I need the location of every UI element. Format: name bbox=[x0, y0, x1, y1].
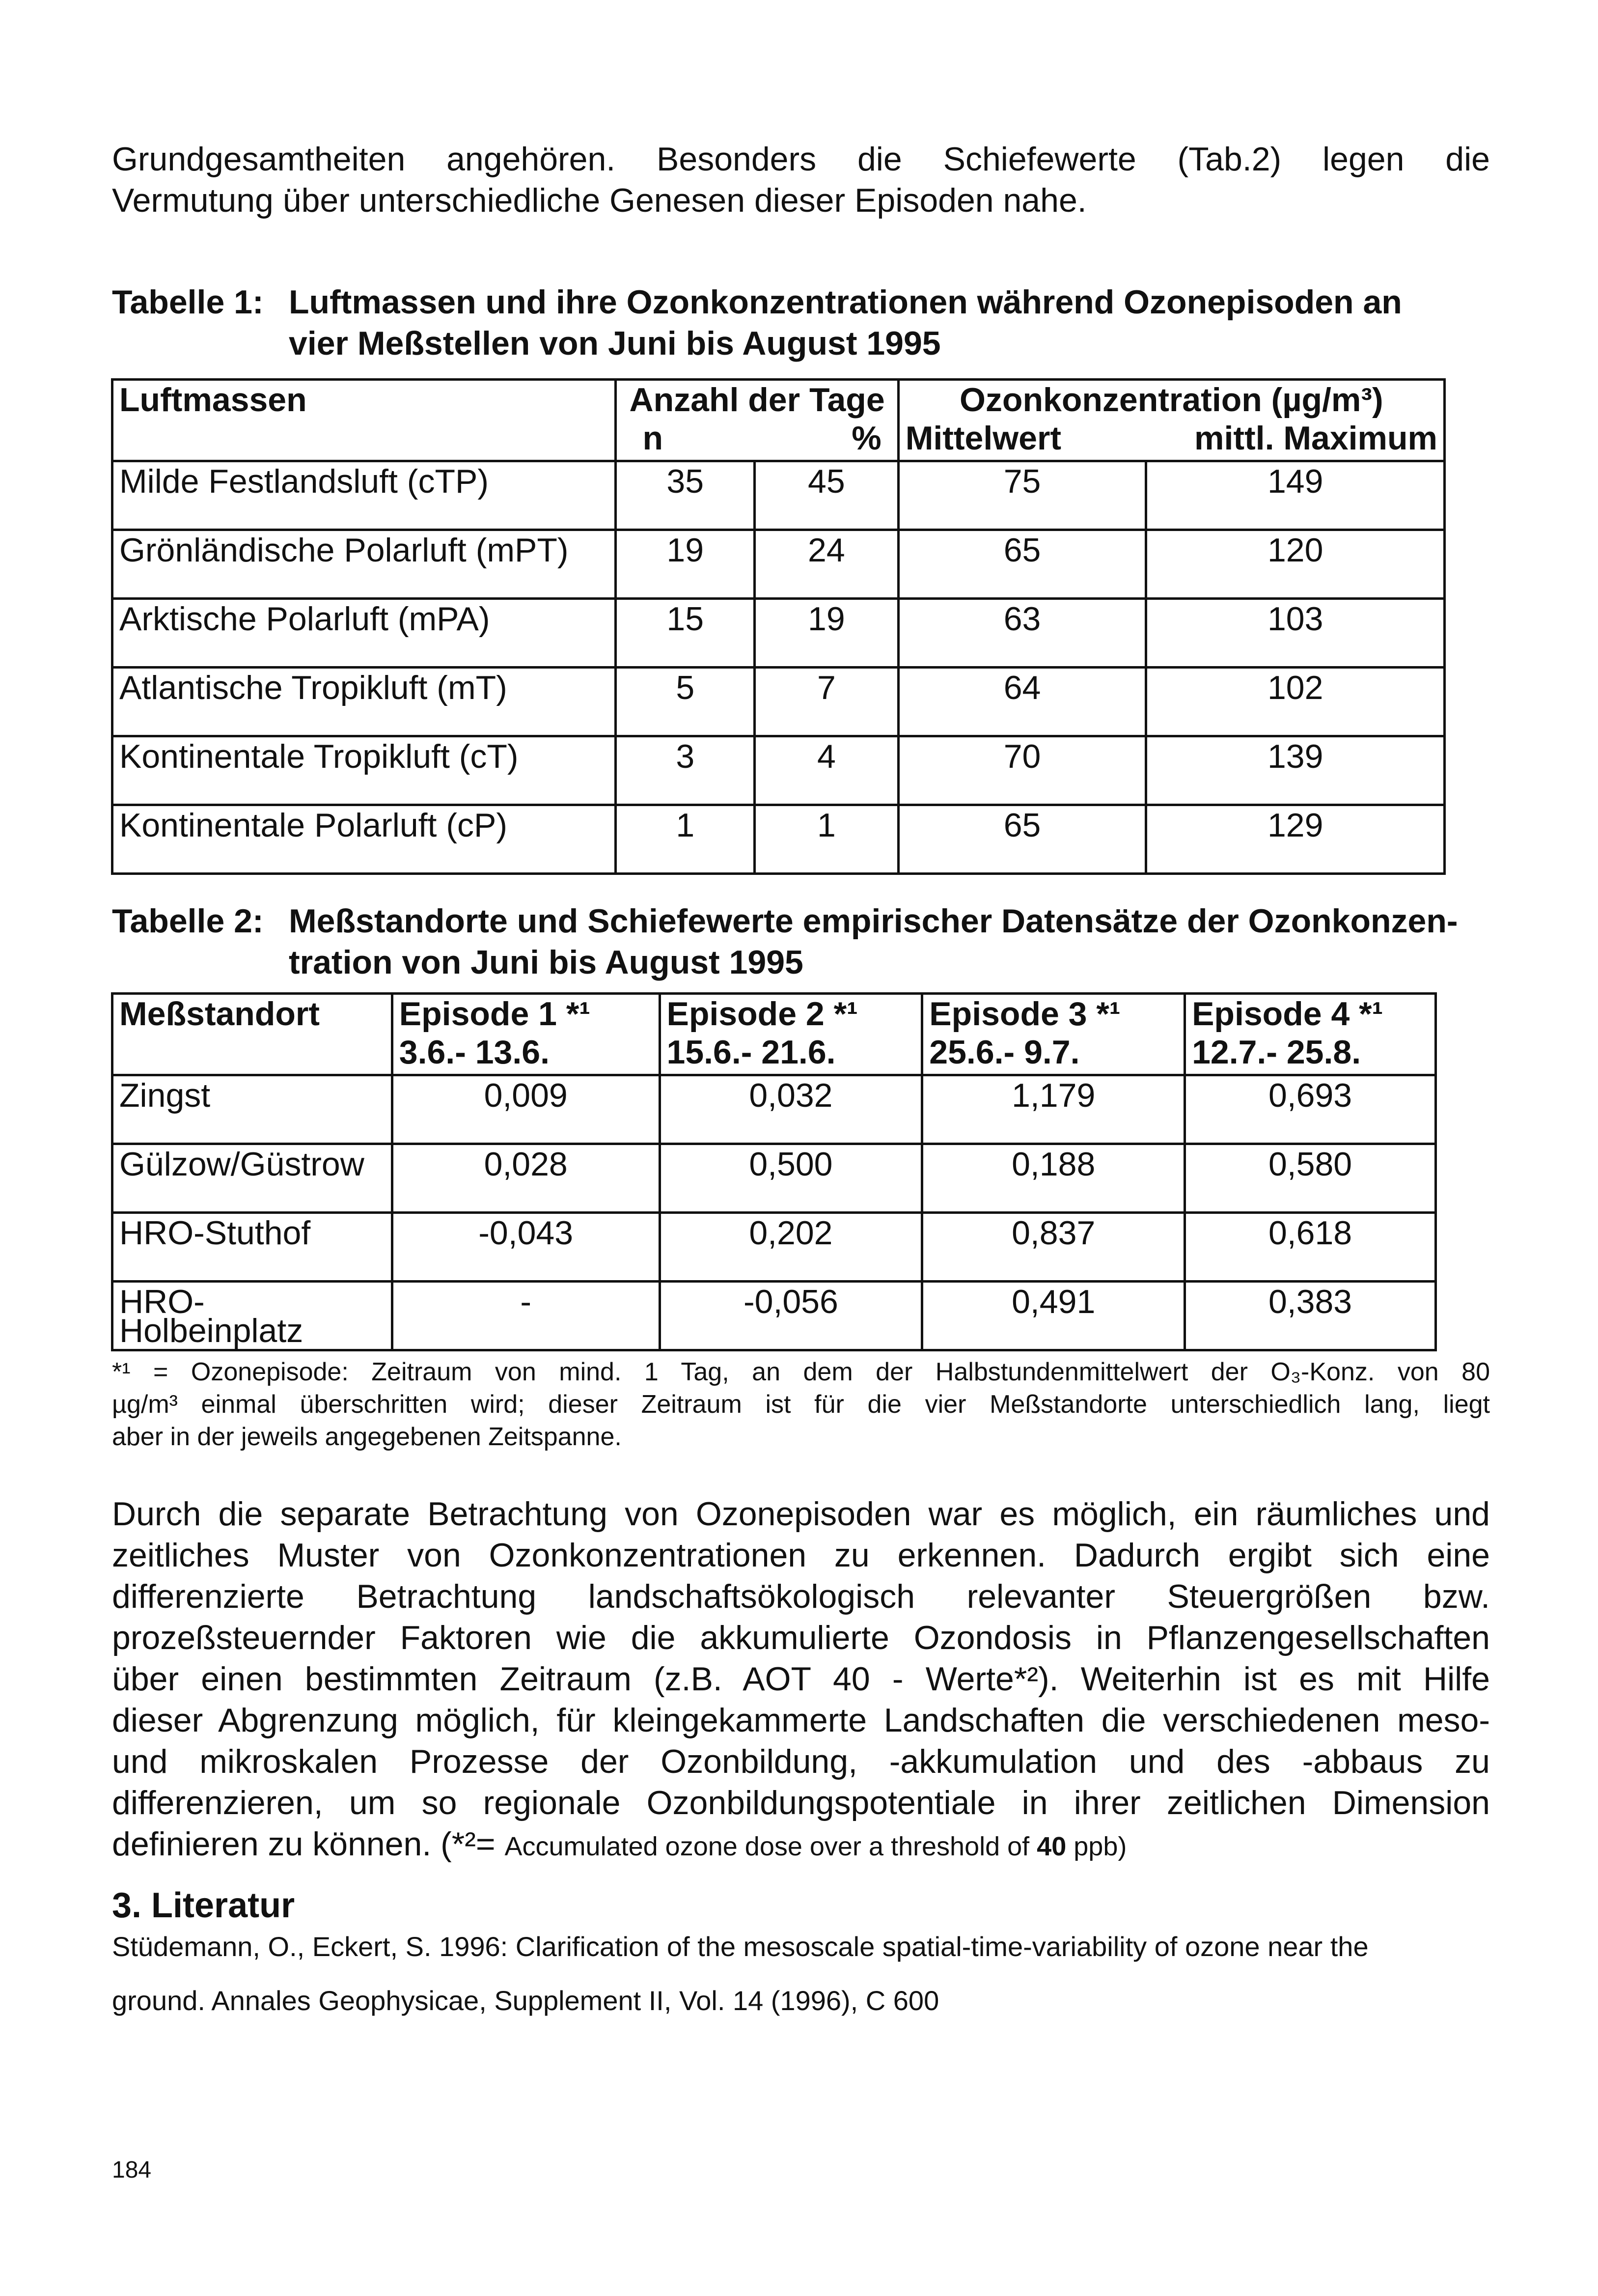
table2-caption-line-1: Meßstandorte und Schiefewerte empirischer Datensätze der Ozonkonzen- bbox=[289, 902, 1458, 940]
table2-cell-site-line-1: HRO- bbox=[119, 1283, 205, 1320]
table2-header-ep4-label: Episode 4 *¹ bbox=[1192, 995, 1383, 1033]
aot-note bbox=[505, 1832, 1127, 1861]
table-row bbox=[112, 1282, 1436, 1350]
table2-header-ep3 bbox=[922, 994, 1185, 1075]
table2-cell-e1: 0,009 bbox=[392, 1075, 660, 1144]
table1-cell-name: Kontinentale Tropikluft (cT) bbox=[112, 736, 616, 805]
table2-cell-e2: 0,202 bbox=[660, 1213, 922, 1282]
body-line: über einen bestimmten Zeitraum (z.B. AOT 40 - Werte*²). Weiterhin ist es mit Hilfe bbox=[112, 1660, 1490, 1698]
aot-note-end: ppb) bbox=[1066, 1832, 1127, 1861]
reference-line-2: ground. Annales Geophysicae, Supplement II, Vol. 14 (1996), C 600 bbox=[112, 1985, 939, 2016]
table-row bbox=[112, 805, 1445, 874]
table1-cell-n: 3 bbox=[616, 736, 755, 805]
table1-cell-mean: 63 bbox=[898, 599, 1146, 668]
table2-header-site: Meßstandort bbox=[112, 994, 392, 1075]
table1 bbox=[111, 378, 1446, 875]
table2-cell-e2: 0,032 bbox=[660, 1075, 922, 1144]
table1-cell-n: 35 bbox=[616, 461, 755, 530]
page-number: 184 bbox=[112, 2157, 152, 2183]
table1-cell-max: 129 bbox=[1146, 805, 1445, 874]
body-line: differenzierte Betrachtung landschaftsökologisch relevanter Steuergrößen bzw. bbox=[112, 1578, 1490, 1615]
table-row bbox=[112, 1144, 1436, 1213]
table2-cell-e2: 0,500 bbox=[660, 1144, 922, 1213]
table1-cell-pct: 4 bbox=[755, 736, 899, 805]
table1-cell-max: 139 bbox=[1146, 736, 1445, 805]
footnote-line-2: µg/m³ einmal überschritten wird; dieser Zeitraum ist für die vier Meßstandorte unterschiedlich lang, liegt bbox=[112, 1390, 1490, 1419]
table1-cell-n: 15 bbox=[616, 599, 755, 668]
table1-header-anzahl bbox=[616, 380, 898, 461]
table2-caption-label: Tabelle 2: bbox=[112, 902, 264, 940]
table-row bbox=[112, 1213, 1436, 1282]
body-line: zeitliches Muster von Ozonkonzentrationen zu erkennen. Dadurch ergibt sich eine bbox=[112, 1537, 1490, 1574]
body-line: und mikroskalen Prozesse der Ozonbildung, -akkumulation und des -abbaus zu bbox=[112, 1743, 1490, 1780]
body-line: dieser Abgrenzung möglich, für kleingekammerte Landschaften die verschiedenen meso- bbox=[112, 1702, 1490, 1739]
table2-header-ep3-label: Episode 3 *¹ bbox=[929, 995, 1121, 1033]
body-line: prozeßsteuernder Faktoren wie die akkumulierte Ozondosis in Pflanzengesellschaften bbox=[112, 1619, 1490, 1656]
table2-header-ep2-label: Episode 2 *¹ bbox=[666, 995, 858, 1033]
table1-caption-line-1: Luftmassen und ihre Ozonkonzentrationen während Ozonepisoden an bbox=[289, 283, 1402, 321]
table1-cell-n: 19 bbox=[616, 530, 755, 599]
table2-header-ep1-label: Episode 1 *¹ bbox=[399, 995, 590, 1033]
table1-cell-mean: 70 bbox=[898, 736, 1146, 805]
table1-cell-mean: 75 bbox=[898, 461, 1146, 530]
table2-cell-e2: -0,056 bbox=[660, 1282, 922, 1350]
table2-header-ep2-dates: 15.6.- 21.6. bbox=[666, 1034, 836, 1071]
table1-cell-max: 149 bbox=[1146, 461, 1445, 530]
table1-header-anzahl-label: Anzahl der Tage bbox=[629, 381, 885, 419]
table1-cell-name: Atlantische Tropikluft (mT) bbox=[112, 668, 616, 736]
aot-note-threshold: 40 bbox=[1037, 1832, 1067, 1861]
table2-cell-e1: 0,028 bbox=[392, 1144, 660, 1213]
table2-header-ep4-dates: 12.7.- 25.8. bbox=[1192, 1034, 1361, 1071]
body-paragraph bbox=[112, 1493, 1490, 1867]
aot-note-text: Accumulated ozone dose over a threshold of bbox=[504, 1832, 1037, 1861]
table1-cell-pct: 7 bbox=[755, 668, 899, 736]
table1-cell-pct: 45 bbox=[755, 461, 899, 530]
table2-header-ep4 bbox=[1185, 994, 1436, 1075]
table2-cell-site bbox=[112, 1282, 392, 1350]
body-last-line-text: definieren zu können. (*²= bbox=[112, 1825, 505, 1863]
table-row bbox=[112, 668, 1445, 736]
footnote-line-3: aber in der jeweils angegebenen Zeitspanne. bbox=[112, 1423, 622, 1451]
table2-cell-e4: 0,383 bbox=[1185, 1282, 1436, 1350]
table1-cell-n: 1 bbox=[616, 805, 755, 874]
table1-header-row bbox=[112, 380, 1445, 461]
reference-line-1: Stüdemann, O., Eckert, S. 1996: Clarification of the mesoscale spatial-time-variability of ozone near the bbox=[112, 1931, 1369, 1962]
table1-header-mean: Mittelwert bbox=[905, 420, 1062, 457]
table-row bbox=[112, 736, 1445, 805]
table2-caption-line-2: tration von Juni bis August 1995 bbox=[289, 944, 803, 981]
table1-cell-mean: 64 bbox=[898, 668, 1146, 736]
table2-cell-e4: 0,693 bbox=[1185, 1075, 1436, 1144]
intro-line-1: Grundgesamtheiten angehören. Besonders die Schiefewerte (Tab.2) legen die bbox=[112, 140, 1490, 178]
table1-header-n: n bbox=[642, 420, 663, 457]
body-line: differenzieren, um so regionale Ozonbildungspotentiale in ihrer zeitlichen Dimension bbox=[112, 1784, 1490, 1821]
table2-cell-e4: 0,618 bbox=[1185, 1213, 1436, 1282]
table2-cell-e1: - bbox=[392, 1282, 660, 1350]
table-row bbox=[112, 461, 1445, 530]
table2-footnote bbox=[112, 1356, 1490, 1453]
table1-cell-name: Grönländische Polarluft (mPT) bbox=[112, 530, 616, 599]
table1-cell-name: Kontinentale Polarluft (cP) bbox=[112, 805, 616, 874]
table1-cell-pct: 24 bbox=[755, 530, 899, 599]
table-row bbox=[112, 599, 1445, 668]
table2-header-ep1 bbox=[392, 994, 660, 1075]
table1-cell-name: Milde Festlandsluft (cTP) bbox=[112, 461, 616, 530]
table1-header-luftmassen: Luftmassen bbox=[112, 380, 616, 461]
table1-caption-line-2: vier Meßstellen von Juni bis August 1995 bbox=[289, 325, 941, 362]
table2-cell-e1: -0,043 bbox=[392, 1213, 660, 1282]
table1-cell-mean: 65 bbox=[898, 805, 1146, 874]
table1-cell-name: Arktische Polarluft (mPA) bbox=[112, 599, 616, 668]
literature-heading: 3. Literatur bbox=[112, 1886, 295, 1925]
table2-cell-e4: 0,580 bbox=[1185, 1144, 1436, 1213]
table2-cell-e3: 1,179 bbox=[922, 1075, 1185, 1144]
table1-header-max: mittl. Maximum bbox=[1194, 420, 1437, 457]
table2-header-ep2 bbox=[660, 994, 922, 1075]
table1-header-ozon bbox=[898, 380, 1444, 461]
table2-cell-site: Zingst bbox=[112, 1075, 392, 1144]
table1-cell-pct: 1 bbox=[755, 805, 899, 874]
table1-header-ozon-label: Ozonkonzentration (µg/m³) bbox=[960, 381, 1383, 419]
table1-cell-mean: 65 bbox=[898, 530, 1146, 599]
table1-cell-max: 102 bbox=[1146, 668, 1445, 736]
body-last-line bbox=[112, 1823, 1490, 1867]
table2-cell-site: Gülzow/Güstrow bbox=[112, 1144, 392, 1213]
footnote-line-1: *¹ = Ozonepisode: Zeitraum von mind. 1 Tag, an dem der Halbstundenmittelwert der O₃-Konz. von 80 bbox=[112, 1358, 1490, 1386]
table-row bbox=[112, 1075, 1436, 1144]
table2-cell-e3: 0,188 bbox=[922, 1144, 1185, 1213]
table1-cell-pct: 19 bbox=[755, 599, 899, 668]
table-row bbox=[112, 530, 1445, 599]
table2-cell-e3: 0,491 bbox=[922, 1282, 1185, 1350]
intro-paragraph bbox=[112, 139, 1490, 221]
table2-header-ep1-dates: 3.6.- 13.6. bbox=[399, 1034, 550, 1071]
table2-cell-e3: 0,837 bbox=[922, 1213, 1185, 1282]
table2-header-ep3-dates: 25.6.- 9.7. bbox=[929, 1034, 1080, 1071]
table2 bbox=[111, 992, 1437, 1351]
table2-cell-site-line-2: Holbeinplatz bbox=[119, 1312, 303, 1349]
table1-cell-n: 5 bbox=[616, 668, 755, 736]
table1-caption-label: Tabelle 1: bbox=[112, 283, 264, 321]
table1-cell-max: 120 bbox=[1146, 530, 1445, 599]
body-line: Durch die separate Betrachtung von Ozonepisoden war es möglich, ein räumliches und bbox=[112, 1495, 1490, 1533]
table1-header-pct: % bbox=[852, 420, 882, 457]
table1-cell-max: 103 bbox=[1146, 599, 1445, 668]
intro-line-2: Vermutung über unterschiedliche Genesen dieser Episoden nahe. bbox=[112, 182, 1087, 219]
table2-cell-site: HRO-Stuthof bbox=[112, 1213, 392, 1282]
table2-header-row bbox=[112, 994, 1436, 1075]
